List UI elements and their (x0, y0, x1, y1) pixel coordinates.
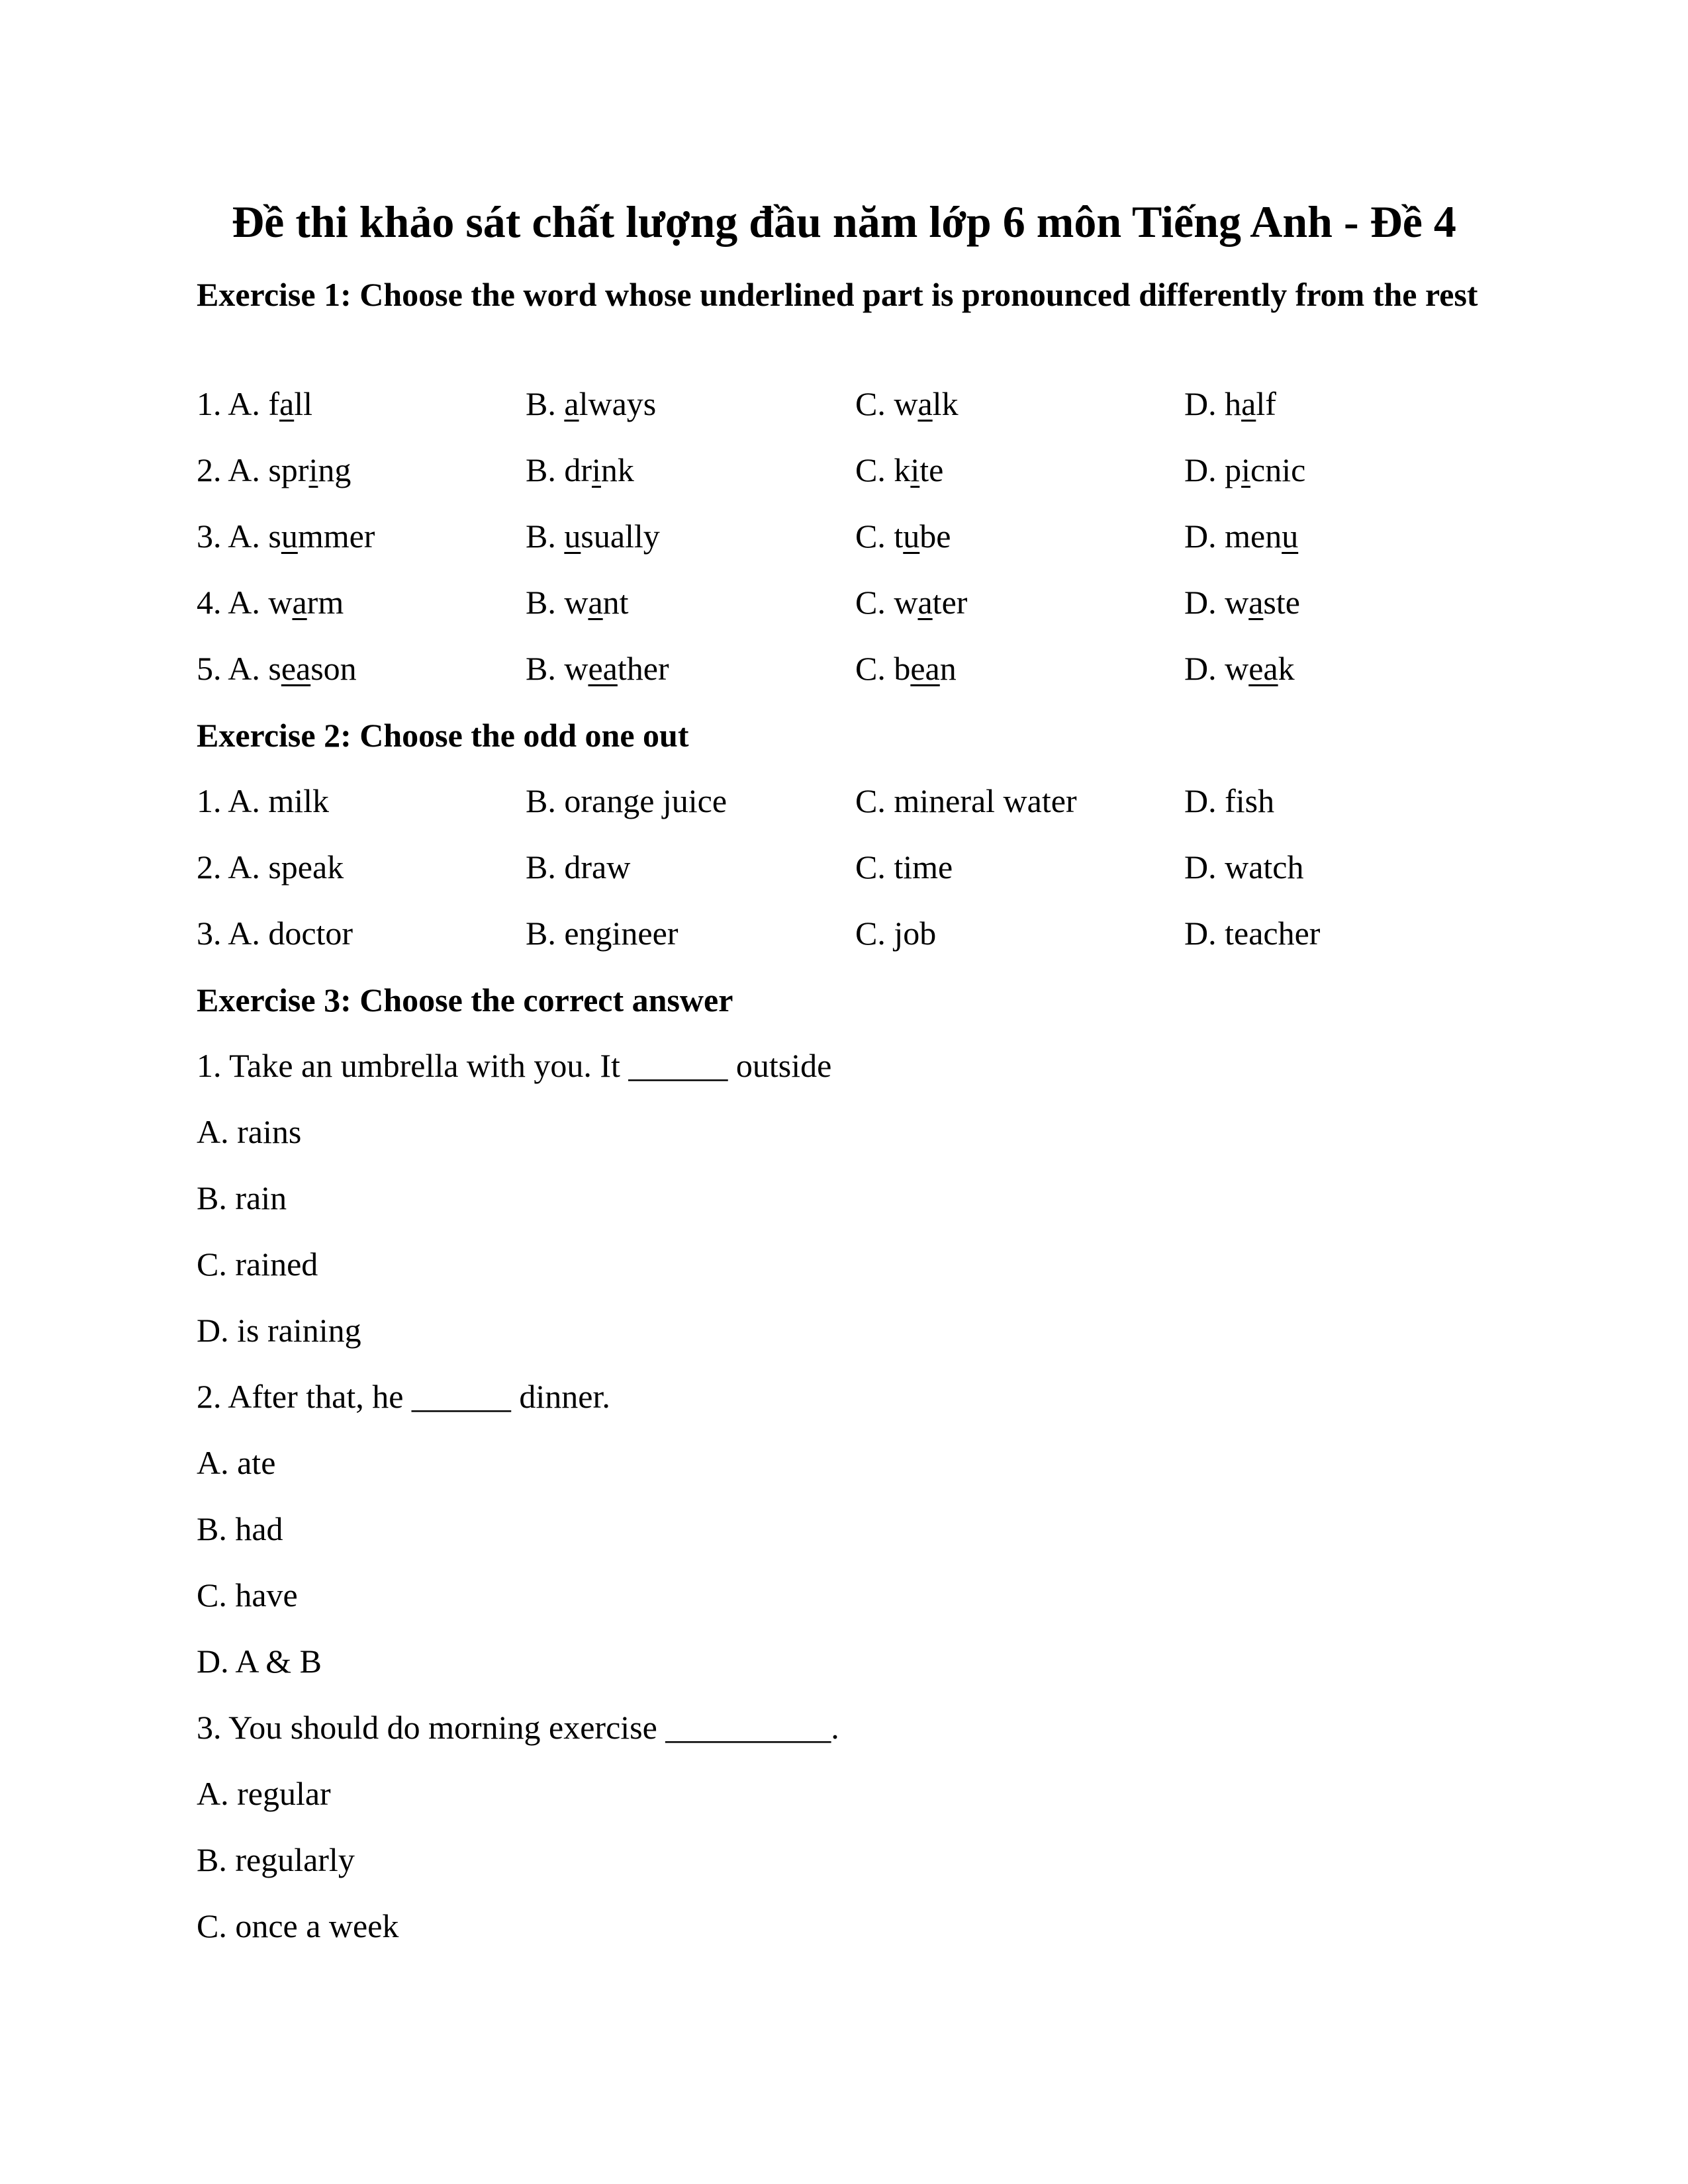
option-2a: 2. A. spring (197, 451, 352, 488)
option-4c: C. water (855, 584, 968, 621)
underlined-part: i (1241, 451, 1251, 488)
underlined-part: ea (281, 650, 311, 687)
answer-option: B. rain (197, 1179, 287, 1216)
underlined-part: a (1241, 385, 1256, 422)
option-1d: D. half (1184, 385, 1276, 422)
option-5a: 5. A. season (197, 650, 357, 687)
option-2c: C. kite (855, 451, 944, 488)
option-1c: C. walk (855, 385, 959, 422)
exercise-2-row (197, 847, 1494, 887)
option-a: 3. A. doctor (197, 915, 353, 952)
answer-option: C. rained (197, 1246, 318, 1283)
underlined-part: u (281, 518, 298, 555)
option-4b: B. want (526, 584, 629, 621)
option-3d: D. menu (1184, 518, 1299, 555)
answer-option: D. A & B (197, 1643, 322, 1680)
option-b: B. engineer (526, 915, 679, 952)
option-1a: 1. A. fall (197, 385, 312, 422)
exercise-1-row (197, 516, 1494, 556)
option-5c: C. bean (855, 650, 957, 687)
exercise-1-row (197, 450, 1494, 490)
option-3c: C. tube (855, 518, 951, 555)
underlined-part: a (292, 584, 307, 621)
exercise-2-heading: Exercise 2: Choose the odd one out (197, 717, 689, 754)
exercise-2-row (197, 781, 1494, 821)
underlined-part: a (1248, 584, 1264, 621)
option-a: 1. A. milk (197, 782, 330, 819)
option-3a: 3. A. summer (197, 518, 375, 555)
answer-option: A. rains (197, 1113, 302, 1150)
underlined-part: ea (588, 650, 618, 687)
option-3b: B. usually (526, 518, 660, 555)
option-5d: D. weak (1184, 650, 1295, 687)
answer-option: B. had (197, 1510, 283, 1547)
option-d: D. fish (1184, 782, 1275, 819)
option-b: B. draw (526, 848, 631, 886)
underlined-part: a (917, 385, 933, 422)
option-b: B. orange juice (526, 782, 727, 819)
underlined-part: u (1282, 518, 1299, 555)
exercise-1-row (197, 582, 1494, 622)
underlined-part: i (910, 451, 920, 488)
option-4d: D. waste (1184, 584, 1300, 621)
exercise-1-heading: Exercise 1: Choose the word whose underlined part is pronounced differently from the rest (197, 276, 1478, 313)
option-5b: B. weather (526, 650, 669, 687)
answer-option: D. is raining (197, 1312, 361, 1349)
underlined-part: u (564, 518, 581, 555)
option-c: C. time (855, 848, 953, 886)
underlined-part: i (308, 451, 318, 488)
underlined-part: ea (1248, 650, 1278, 687)
option-1b: B. always (526, 385, 657, 422)
underlined-part: u (903, 518, 920, 555)
underlined-part: a (917, 584, 933, 621)
option-d: D. watch (1184, 848, 1304, 886)
option-a: 2. A. speak (197, 848, 344, 886)
answer-option: A. ate (197, 1444, 276, 1481)
answer-option: B. regularly (197, 1841, 355, 1878)
answer-option: C. once a week (197, 1907, 399, 1944)
underlined-part: a (564, 385, 579, 422)
underlined-part: i (592, 451, 601, 488)
exercise-3-heading: Exercise 3: Choose the correct answer (197, 981, 733, 1019)
question-3: 3. You should do morning exercise __________. (197, 1709, 839, 1746)
option-c: C. mineral water (855, 782, 1077, 819)
answer-option: C. have (197, 1576, 298, 1614)
question-2: 2. After that, he ______ dinner. (197, 1378, 610, 1415)
question-1: 1. Take an umbrella with you. It ______ outside (197, 1047, 832, 1084)
exercise-2-row (197, 913, 1494, 953)
option-c: C. job (855, 915, 937, 952)
option-d: D. teacher (1184, 915, 1321, 952)
option-4a: 4. A. warm (197, 584, 344, 621)
page-title: Đề thi khảo sát chất lượng đầu năm lớp 6 môn Tiếng Anh - Đề 4 (232, 197, 1456, 247)
exercise-1-row (197, 649, 1494, 688)
underlined-part: ea (910, 650, 940, 687)
underlined-part: a (279, 385, 295, 422)
option-2d: D. picnic (1184, 451, 1306, 488)
option-2b: B. drink (526, 451, 634, 488)
underlined-part: a (588, 584, 603, 621)
exercise-1-row (197, 384, 1494, 424)
answer-option: A. regular (197, 1775, 331, 1812)
